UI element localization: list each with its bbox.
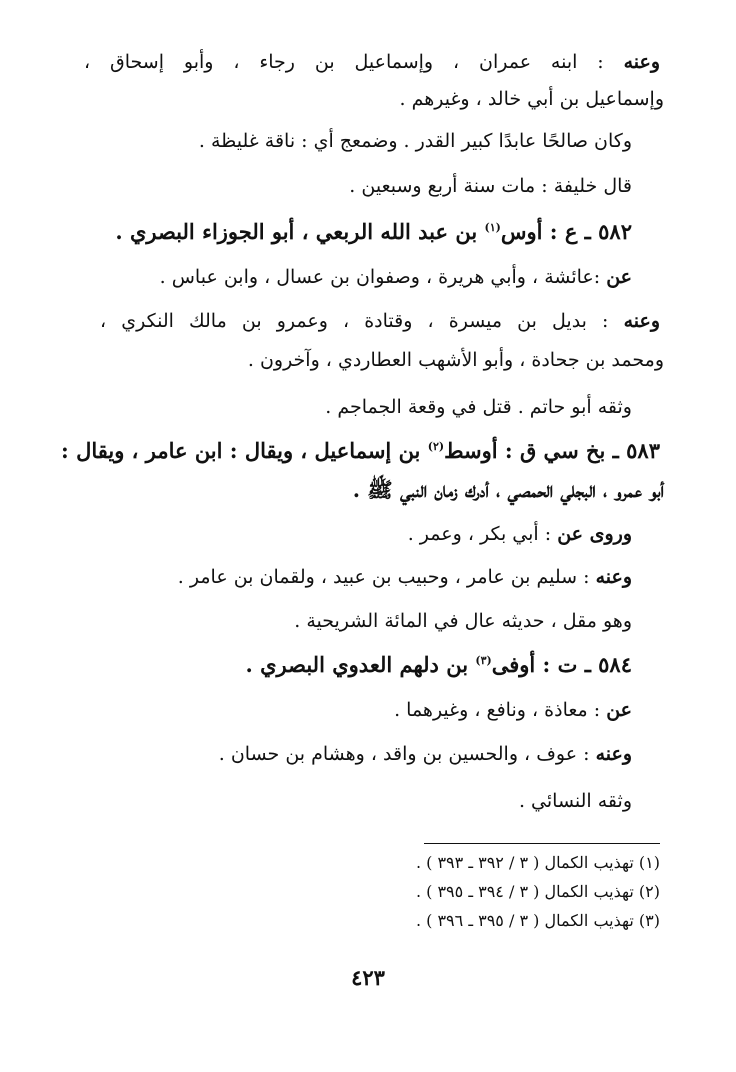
footnote-3: (٣) تهذيب الكمال ( ٣ / ٣٩٥ ـ ٣٩٦ ) .: [415, 911, 660, 930]
entry-582-rest: بن عبد الله الربعي ، أبو الجوزاء البصري .: [115, 219, 485, 244]
body-line-18: وثقه النسائي .: [518, 790, 632, 812]
entry-583-number-name: ٥٨٣ ـ بخ سي ق : أوسط: [444, 438, 660, 463]
entry-583-heading: [61, 436, 660, 466]
label-wa-anhu: وعنه: [595, 566, 632, 588]
body-line-17: [219, 739, 632, 769]
body-line-2: وإسماعيل بن أبي خالد ، وغيرهم .: [399, 88, 664, 110]
footnote-separator: [424, 843, 660, 844]
footnote-ref-3: (٣): [475, 654, 492, 667]
body-line-3: وكان صالحًا عابدًا كبير القدر . وضمعج أي : ناقة غليظة .: [198, 130, 632, 152]
entry-583-heading-cont: أبو عمرو ، البجلي الحمصي ، أدرك زمان النبي ﷺ .: [352, 477, 664, 502]
footnote-2: (٢) تهذيب الكمال ( ٣ / ٣٩٤ ـ ٣٩٥ ) .: [415, 882, 660, 901]
line-text: : سليم بن عامر ، وحبيب بن عبيد ، ولقمان بن عامر .: [177, 566, 596, 588]
line-text: : أبي بكر ، وعمر .: [407, 523, 558, 545]
footnote-ref-1: (١): [484, 221, 501, 234]
label-wa-anhu: وعنه: [623, 310, 660, 332]
label-an: عن: [606, 266, 632, 288]
entry-582-heading: [115, 217, 632, 247]
entry-583-rest: بن إسماعيل ، ويقال : ابن عامر ، ويقال :: [61, 438, 428, 463]
entry-584-heading: [245, 650, 632, 680]
body-line-8: ومحمد بن جحادة ، وأبو الأشهب العطاردي ، وآخرون .: [247, 349, 664, 371]
line-text: : ابنه عمران ، وإسماعيل بن رجاء ، وأبو إسحاق ،: [84, 51, 624, 73]
line-text: : معاذة ، ونافع ، وغيرهما .: [394, 699, 607, 721]
body-line-4: قال خليفة : مات سنة أربع وسبعين .: [349, 175, 632, 197]
page-number: ٤٢٣: [351, 965, 385, 990]
body-line-13: [178, 562, 632, 592]
label-rawa-an: وروى عن: [557, 523, 632, 545]
body-line-6: [160, 262, 632, 292]
entry-584-number-name: ٥٨٤ ـ ت : أوفى: [491, 652, 632, 677]
label-an: عن: [606, 699, 632, 721]
label-wa-anhu: وعنه: [595, 743, 632, 765]
entry-582-number-name: ٥٨٢ ـ ع : أوس: [500, 219, 632, 244]
line-text: : بديل بن ميسرة ، وقتادة ، وعمرو بن مالك النكري ،: [100, 310, 624, 332]
entry-584-rest: بن دلهم العدوي البصري .: [245, 652, 476, 677]
line-text: :عائشة ، وأبي هريرة ، وصفوان بن عسال ، وابن عباس .: [159, 266, 607, 288]
footnote-ref-2: (٢): [427, 440, 445, 453]
footnote-1: (١) تهذيب الكمال ( ٣ / ٣٩٢ ـ ٣٩٣ ) .: [415, 853, 660, 872]
body-line-14: وهو مقل ، حديثه عال في المائة الشريحية .: [294, 610, 632, 632]
body-line-12: [408, 519, 632, 549]
body-line-1: [84, 47, 660, 77]
body-line-16: [394, 695, 632, 725]
body-line-9: وثقه أبو حاتم . قتل في وقعة الجماجم .: [325, 396, 632, 418]
label-wa-anhu: وعنه: [623, 51, 660, 73]
line-text: : عوف ، والحسين بن واقد ، وهشام بن حسان .: [218, 743, 596, 765]
body-line-7: [100, 306, 660, 336]
